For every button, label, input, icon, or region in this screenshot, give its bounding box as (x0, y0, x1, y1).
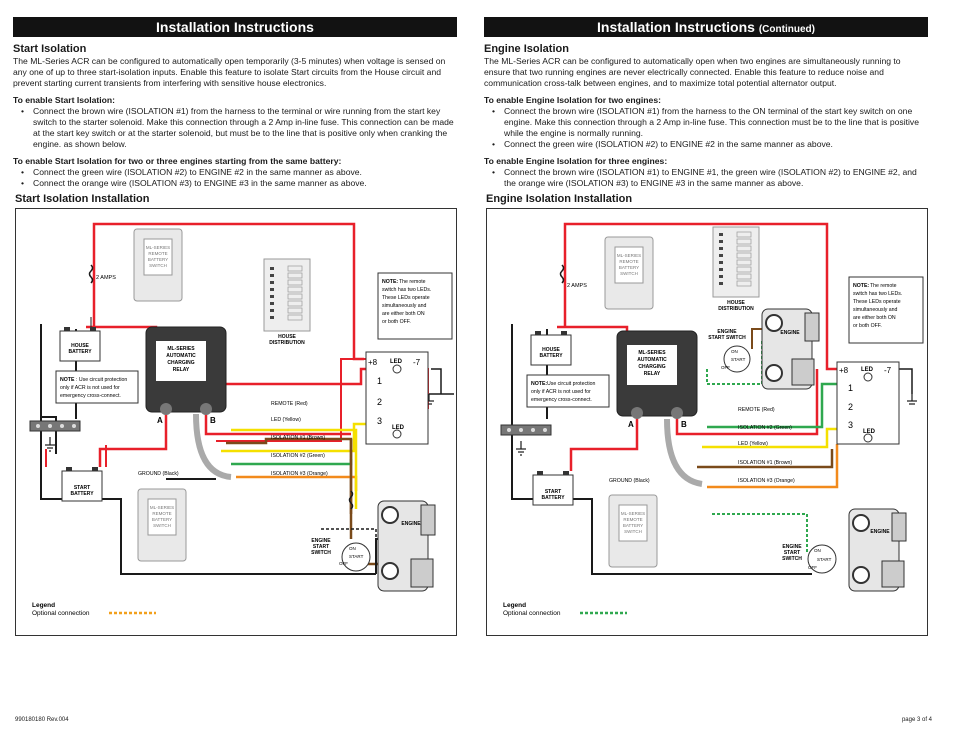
house-distribution-label: HOUSE (278, 334, 296, 340)
start-battery-label: START (544, 489, 562, 495)
acr-label: CHARGING (638, 364, 666, 370)
engine-start-switch-label: SWITCH (782, 556, 802, 562)
start-battery-label: BATTERY (70, 491, 94, 497)
wire-label-remote: REMOTE (Red) (738, 407, 775, 413)
led-note-line: switch has two LEDs. (853, 291, 903, 297)
two-engines-heading: To enable Engine Isolation for two engines: (484, 95, 661, 105)
input-3-label: 3 (848, 420, 854, 430)
acr-label: RELAY (172, 367, 190, 373)
start-battery-label: BATTERY (541, 495, 565, 501)
remote-switch-label: SWITCH (620, 271, 638, 276)
circuit-protection-note-line: : Use circuit protection (76, 377, 128, 383)
input-3-label: 3 (377, 416, 383, 426)
start-isolation-intro: The ML-Series ACR can be configured to automatically open temporarily (3-5 minutes) when voltage is sensed on any one of up to three start-isolation inputs. Enable this feature to isolate Start circuits from the House circuit and prevent starting current transients from interfering with sensitive house electronics. (13, 56, 446, 88)
key-start-label: START (731, 357, 746, 362)
remote-switch-label: BATTERY (618, 265, 640, 270)
led-label: LED (861, 367, 873, 373)
three-engines-steps (484, 167, 928, 189)
acr-label: ML-SERIES (638, 350, 666, 356)
remote-switch-label: BATTERY (151, 517, 173, 522)
circuit-protection-note: NOTE (60, 377, 75, 383)
key-off-label: OFF (808, 565, 817, 570)
list-item: • Connect the green wire (ISOLATION #2) to ENGINE #2 in the same manner as above. (498, 139, 928, 150)
remote-switch-label: REMOTE (152, 511, 172, 516)
terminal-a-label: A (157, 416, 163, 425)
circuit-protection-note-line: Use circuit protection (547, 381, 596, 387)
house-distribution-label: DISTRIBUTION (269, 340, 305, 346)
ground-symbol (45, 437, 55, 451)
circuit-protection-note: NOTE: (531, 381, 548, 387)
amps-label: 2 AMPS (567, 283, 587, 289)
start-isolation-diagram (15, 208, 457, 636)
wire-label-isolation2: ISOLATION #2 (Green) (271, 453, 325, 459)
engine-isolation-heading: Engine Isolation (484, 43, 569, 55)
input-1-label: 1 (377, 376, 383, 386)
wire-label-ground: GROUND (Black) (138, 471, 179, 477)
led-label: LED (390, 359, 402, 365)
legend-title: Legend (32, 602, 56, 609)
remote-switch-label: ML-SERIES (145, 245, 171, 250)
remote-switch-label: SWITCH (153, 523, 171, 528)
led-note-line: are either both ON (382, 311, 425, 317)
led-minus-label: -7 (884, 366, 892, 375)
remote-switch-label: REMOTE (623, 517, 643, 522)
right-title-continued: (Continued) (758, 24, 815, 35)
two-engines-steps (484, 106, 928, 150)
wire-label-isolation3: ISOLATION #3 (Orange) (738, 478, 795, 484)
engine-label: ENGINE (780, 330, 800, 336)
led-note-line: switch has two LEDs. (382, 287, 432, 293)
led-plus-label: +8 (368, 358, 378, 367)
terminal-b-label: B (681, 420, 687, 429)
key-off-label: OFF (721, 365, 730, 370)
house-battery-label: BATTERY (539, 353, 563, 359)
start-diagram-svg (16, 209, 456, 635)
remote-switch-label: REMOTE (619, 259, 639, 264)
list-item: • Connect the brown wire (ISOLATION #1) from the harness to the ON terminal of the start key switch on one engine. Make this connection through a 2 Amp in-line fuse. This connection must be to the line that is positive while the engine is normally running. (498, 106, 928, 139)
start-isolation-steps (13, 106, 457, 150)
acr-label: CHARGING (167, 360, 195, 366)
house-battery-label: BATTERY (68, 349, 92, 355)
house-battery-label: HOUSE (542, 347, 560, 353)
circuit-protection-note-line: emergency cross-connect. (60, 393, 121, 399)
multi-engine-steps (13, 167, 457, 189)
terminal-a-label: A (628, 420, 634, 429)
led-note: NOTE: (853, 283, 870, 289)
wire-label-isolation1: ISOLATION #1 (Brown) (271, 435, 326, 441)
three-engines-heading: To enable Engine Isolation for three engines: (484, 156, 668, 166)
house-distribution-label: HOUSE (727, 300, 745, 306)
led-note-line: simultaneously and (382, 303, 427, 309)
ground-symbol (516, 441, 526, 455)
key-start-label: START (817, 557, 832, 562)
led-note-line: These LEDs operate (382, 295, 430, 301)
key-off-label: OFF (339, 561, 348, 566)
list-item: • Connect the brown wire (ISOLATION #1) to ENGINE #1, the green wire (ISOLATION #2) to ENGINE #2, and the orange wire (ISOLATION #3) to ENGINE #3 in the same manner as above. (498, 167, 928, 189)
wire-label-remote: REMOTE (Red) (271, 401, 308, 407)
led-label: LED (392, 425, 404, 431)
right-column (484, 17, 928, 189)
engine-label: ENGINE (401, 521, 421, 527)
acr-label: AUTOMATIC (637, 357, 667, 363)
start-isolation-heading: Start Isolation (13, 43, 87, 55)
led-label: LED (863, 429, 875, 435)
led-note-line: The remote (399, 279, 426, 285)
engine-start-switch-label: START (783, 550, 801, 556)
wire-label-isolation2: ISOLATION #2 (Green) (738, 425, 792, 431)
key-on-label: ON (349, 546, 356, 551)
acr-label: RELAY (643, 371, 661, 377)
engine-isolation-intro: The ML-Series ACR can be configured to automatically open when two engines are simultaneously running to ensure that two running engines are never electrically connected. Enable this feature to reduce noise and communication cross-talk between engines, and to maximize total potential alternator output. (484, 56, 901, 88)
engine-label: ENGINE (870, 529, 890, 535)
engine-start-switch-label: ENGINE (782, 544, 802, 550)
engine-start-switch-label: START (312, 544, 330, 550)
wire-label-led: LED (Yellow) (738, 441, 768, 447)
ground-symbol (907, 394, 917, 404)
multi-engine-heading: To enable Start Isolation for two or three engines starting from the same battery: (13, 156, 342, 166)
engine-start-switch-label: ENGINE (311, 538, 331, 544)
page-number: page 3 of 4 (901, 717, 932, 723)
led-note-line: The remote (870, 283, 897, 289)
circuit-protection-note-line: only if ACR is not used for (531, 389, 591, 395)
list-item: • Connect the brown wire (ISOLATION #1) from the harness to the terminal or wire running from the start key switch to the starter solenoid. Make this connection through a 2 Amp in-line fuse. This connection can be made at the start key switch or at the starter solenoid, but must be to the line that is positive only when cranking the engine. as shown below. (27, 106, 457, 150)
remote-switch-label: SWITCH (624, 529, 642, 534)
engine-diagram-title: Engine Isolation Installation (486, 193, 633, 205)
amps-label: 2 AMPS (96, 275, 116, 281)
legend-text: Optional connection (32, 610, 90, 617)
remote-switch-label: ML-SERIES (149, 505, 175, 510)
engine-diagram-svg (487, 209, 927, 635)
house-distribution-label: DISTRIBUTION (718, 306, 754, 312)
document-number: 990180180 Rev.004 (15, 717, 69, 723)
led-plus-label: +8 (839, 366, 849, 375)
left-column (13, 17, 457, 189)
input-1-label: 1 (848, 383, 854, 393)
acr-label: ML-SERIES (167, 346, 195, 352)
led-note-line: or both OFF. (382, 319, 411, 325)
acr-label: AUTOMATIC (166, 353, 196, 359)
led-note-line: are either both ON (853, 315, 896, 321)
wire-label-isolation1: ISOLATION #1 (Brown) (738, 460, 793, 466)
circuit-protection-note-line: only if ACR is not used for (60, 385, 120, 391)
legend-text: Optional connection (503, 610, 561, 617)
wire-label-isolation3: ISOLATION #3 (Orange) (271, 471, 328, 477)
wire-label-ground: GROUND (Black) (609, 478, 650, 484)
engine-start-switch-label: ENGINE (717, 329, 737, 335)
remote-switch-label: SWITCH (149, 263, 167, 268)
list-item: • Connect the orange wire (ISOLATION #3) to ENGINE #3 in the same manner as above. (27, 178, 457, 189)
remote-switch-label: BATTERY (147, 257, 169, 262)
terminal-b-label: B (210, 416, 216, 425)
engine (849, 509, 906, 591)
enable-start-isolation-heading: To enable Start Isolation: (13, 95, 116, 105)
key-on-label: ON (814, 548, 821, 553)
led-note: NOTE: (382, 279, 399, 285)
engine-start-switch-label: SWITCH (311, 550, 331, 556)
engine-isolation-diagram (486, 208, 928, 636)
start-diagram-title: Start Isolation Installation (15, 193, 150, 205)
engine (378, 501, 435, 591)
wire-label-led: LED (Yellow) (271, 417, 301, 423)
legend-title: Legend (503, 602, 527, 609)
right-title (484, 17, 928, 37)
key-start-label: START (349, 554, 364, 559)
remote-switch-label: REMOTE (148, 251, 168, 256)
input-2-label: 2 (377, 397, 383, 407)
engine-start-switch-label: START SWITCH (708, 335, 746, 341)
key-on-label: ON (731, 349, 738, 354)
engine (762, 309, 819, 389)
circuit-protection-note-line: emergency cross-connect. (531, 397, 592, 403)
right-title-text: Installation Instructions (597, 19, 755, 35)
led-note-line: simultaneously and (853, 307, 898, 313)
left-title: Installation Instructions (13, 17, 457, 37)
remote-switch-label: ML-SERIES (620, 511, 646, 516)
start-battery-label: START (73, 485, 91, 491)
list-item: • Connect the green wire (ISOLATION #2) to ENGINE #2 in the same manner as above. (27, 167, 457, 178)
remote-switch-label: ML-SERIES (616, 253, 642, 258)
house-battery-label: HOUSE (71, 343, 89, 349)
led-note-line: or both OFF. (853, 323, 882, 329)
remote-switch-label: BATTERY (622, 523, 644, 528)
led-minus-label: -7 (413, 358, 421, 367)
input-2-label: 2 (848, 402, 854, 412)
led-note-line: These LEDs operate (853, 299, 901, 305)
